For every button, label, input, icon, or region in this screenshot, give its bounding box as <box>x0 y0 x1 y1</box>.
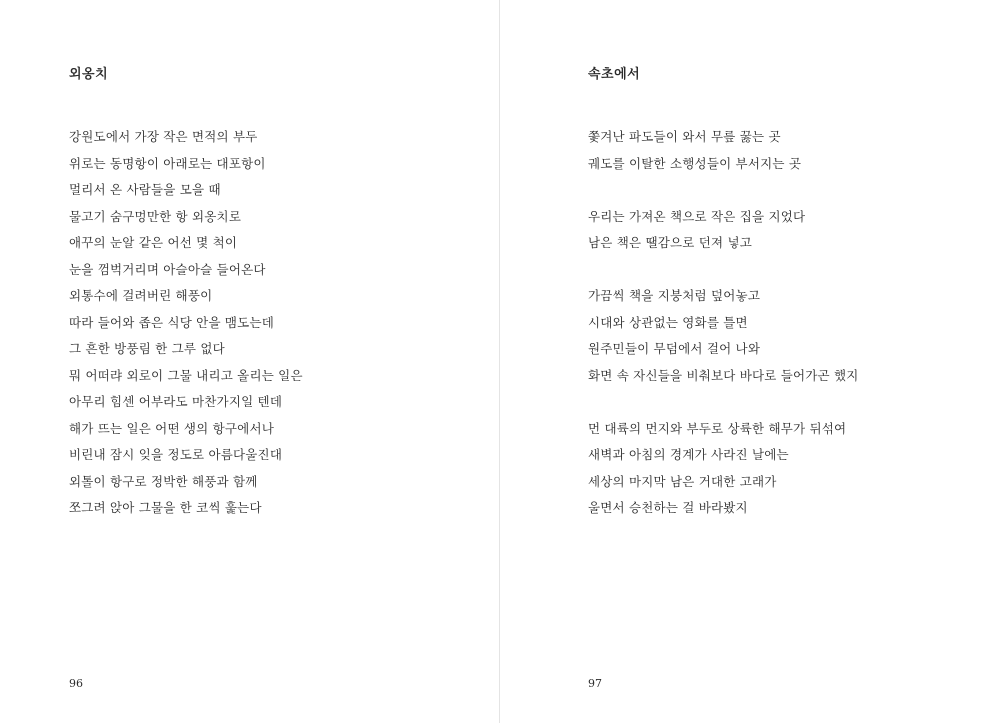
poem-line: 멀리서 온 사람들을 모을 때 <box>69 182 221 197</box>
poem-line: 울면서 승천하는 걸 바라봤지 <box>588 500 748 515</box>
page-number: 96 <box>69 677 83 690</box>
poem-body <box>588 128 859 526</box>
poem-line: 그 흔한 방풍림 한 그루 없다 <box>69 341 225 356</box>
stanza-break <box>588 181 859 208</box>
poem-line: 애꾸의 눈알 같은 어선 몇 척이 <box>69 235 238 250</box>
poem-line: 쪼그려 앉아 그물을 한 코씩 훑는다 <box>69 500 262 515</box>
poem-line: 위로는 동명항이 아래로는 대포항이 <box>69 155 266 171</box>
poem-title: 속초에서 <box>588 67 641 82</box>
poem-line: 원주민들이 무덤에서 걸어 나와 <box>588 341 761 356</box>
poem-line: 외통수에 걸려버린 해풍이 <box>69 288 213 303</box>
poem-line: 먼 대륙의 먼지와 부두로 상륙한 해무가 뒤섞여 <box>588 420 847 436</box>
right-page <box>500 0 1000 723</box>
poem-line: 비린내 잠시 잊을 정도로 아름다울진대 <box>69 447 283 462</box>
stanza-break <box>588 261 859 288</box>
poem-body <box>69 128 303 526</box>
poem-line: 눈을 껌벅거리며 아슬아슬 들어온다 <box>69 261 266 277</box>
poem-line: 해가 뜨는 일은 어떤 생의 항구에서나 <box>69 420 274 436</box>
poem-line: 외톨이 항구로 정박한 해풍과 함께 <box>69 473 258 489</box>
poem-line: 물고기 숨구멍만한 항 외옹치로 <box>69 208 242 224</box>
poem-line: 따라 들어와 좁은 식당 안을 맴도는데 <box>69 314 274 330</box>
poem-line: 우리는 가져온 책으로 작은 집을 지었다 <box>588 208 806 224</box>
poem-line: 아무리 힘센 어부라도 마찬가지일 텐데 <box>69 394 283 409</box>
poem-line: 남은 책은 땔감으로 던져 넣고 <box>588 235 752 250</box>
poem-line: 궤도를 이탈한 소행성들이 부서지는 곳 <box>588 155 802 171</box>
poem-line: 가끔씩 책을 지붕처럼 덮어놓고 <box>588 288 761 303</box>
poem-line: 화면 속 자신들을 비춰보다 바다로 들어가곤 했지 <box>588 367 859 383</box>
poem-line: 뭐 어떠랴 외로이 그물 내리고 올리는 일은 <box>69 367 303 383</box>
poem-line: 쫓겨난 파도들이 와서 무릎 꿇는 곳 <box>588 129 781 144</box>
poem-line: 강원도에서 가장 작은 면적의 부두 <box>69 129 258 144</box>
poem-title: 외옹치 <box>69 67 109 82</box>
stanza-break <box>588 393 859 420</box>
poem-line: 새벽과 아침의 경계가 사라진 날에는 <box>588 447 789 462</box>
page-number: 97 <box>588 677 602 690</box>
poem-line: 시대와 상관없는 영화를 틀면 <box>588 314 748 330</box>
poem-line: 세상의 마지막 남은 거대한 고래가 <box>588 473 777 489</box>
